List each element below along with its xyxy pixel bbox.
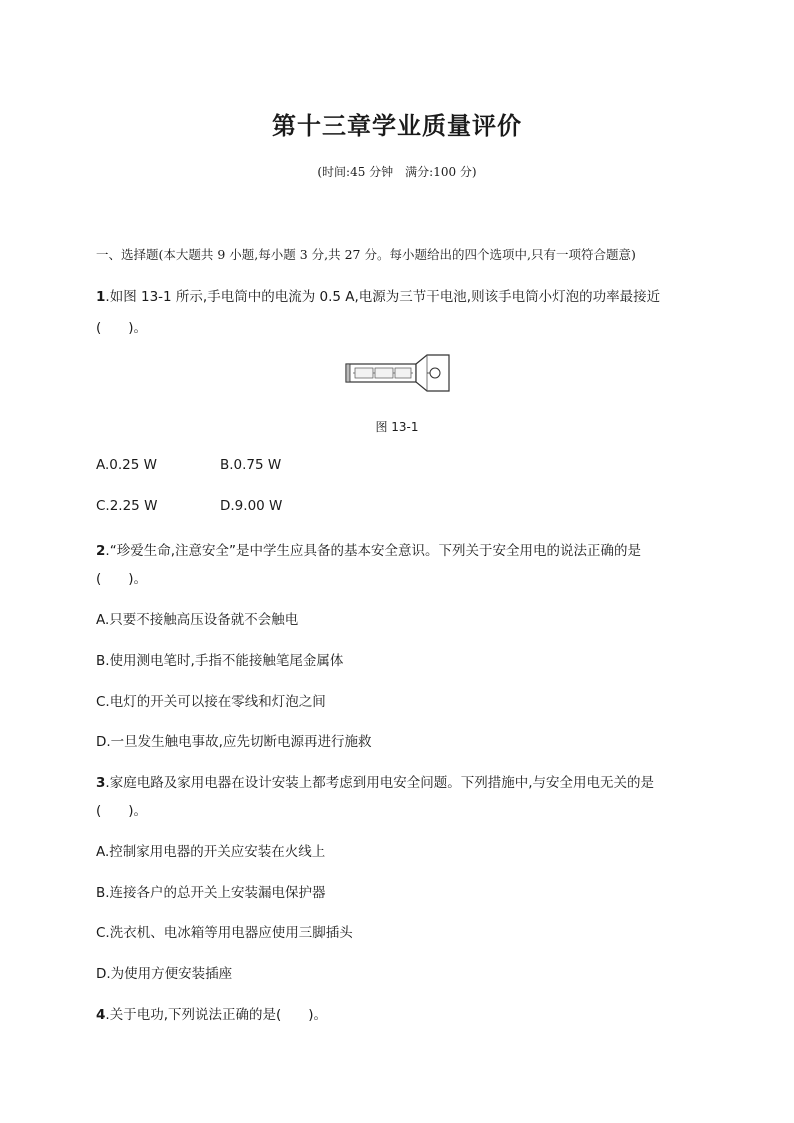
option-c: C.洗衣机、电冰箱等用电器应使用三脚插头: [96, 925, 353, 941]
flashlight-icon: [343, 352, 451, 394]
option-d: D.一旦发生触电事故,应先切断电源再进行施救: [96, 734, 372, 750]
option-b: B.连接各户的总开关上安装漏电保护器: [96, 885, 326, 901]
figure-caption: 图 13-1: [375, 420, 419, 434]
question-number: 4: [96, 1007, 106, 1023]
question-3-stem: [96, 771, 654, 791]
question-1-blank: ( )。: [96, 320, 148, 336]
section-heading: 一、选择题(本大题共 9 小题,每小题 3 分,共 27 分。每小题给出的四个选项中,只有一项符合题意): [96, 247, 636, 262]
question-number: 3: [96, 775, 106, 791]
option-a: A.0.25 W: [96, 457, 157, 473]
exam-info: (时间:45 分钟 满分:100 分): [317, 165, 477, 179]
flashlight-figure: [343, 352, 451, 398]
question-1-stem: [96, 285, 660, 305]
option-c: C.2.25 W: [96, 498, 158, 514]
option-a: A.控制家用电器的开关应安装在火线上: [96, 844, 326, 860]
question-text: .如图 13-1 所示,手电筒中的电流为 0.5 A,电源为三节干电池,则该手电筒小灯泡的功率最接近: [105, 289, 661, 305]
question-2-blank: ( )。: [96, 571, 148, 587]
option-b: B.使用测电笔时,手指不能接触笔尾金属体: [96, 653, 344, 669]
question-number: 1: [96, 289, 106, 305]
question-text: .家庭电路及家用电器在设计安装上都考虑到用电安全问题。下列措施中,与安全用电无关的是: [105, 775, 654, 791]
question-3-blank: ( )。: [96, 803, 148, 819]
question-4-stem: [96, 1003, 327, 1023]
page-title: 第十三章学业质量评价: [272, 111, 522, 140]
option-d: D.为使用方便安装插座: [96, 966, 233, 982]
question-number: 2: [96, 543, 106, 559]
option-c: C.电灯的开关可以接在零线和灯泡之间: [96, 694, 326, 710]
question-text: .关于电功,下列说法正确的是( )。: [105, 1007, 328, 1023]
question-text: .“珍爱生命,注意安全”是中学生应具备的基本安全意识。下列关于安全用电的说法正确的是: [105, 543, 641, 559]
question-2-stem: [96, 539, 641, 559]
option-b: B.0.75 W: [220, 457, 282, 473]
option-d: D.9.00 W: [220, 498, 283, 514]
option-a: A.只要不接触高压设备就不会触电: [96, 612, 299, 628]
